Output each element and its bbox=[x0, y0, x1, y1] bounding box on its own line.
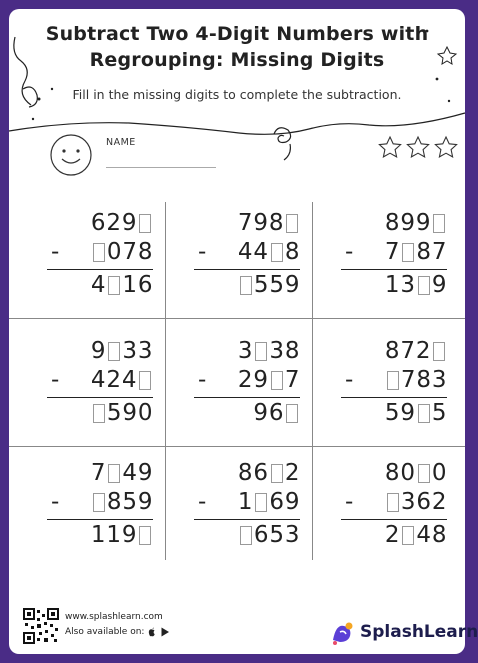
missing-digit-box[interactable] bbox=[418, 276, 430, 295]
digit: 9 bbox=[284, 489, 300, 515]
worksheet-page bbox=[9, 9, 478, 654]
digit: 5 bbox=[122, 489, 138, 515]
digit: 7 bbox=[284, 367, 300, 393]
digit: 8 bbox=[137, 239, 153, 265]
digit: 2 bbox=[106, 367, 122, 393]
answer-line bbox=[47, 269, 153, 270]
problem-bottom-row bbox=[91, 489, 154, 515]
digit: 9 bbox=[400, 400, 416, 426]
problem-top-row bbox=[91, 338, 154, 364]
digit: 3 bbox=[431, 367, 447, 393]
answer-line bbox=[47, 397, 153, 398]
digit: 3 bbox=[122, 338, 138, 364]
problem-top-row bbox=[385, 460, 448, 486]
digit: 9 bbox=[431, 272, 447, 298]
missing-digit-box[interactable] bbox=[271, 464, 283, 483]
name-field[interactable] bbox=[106, 167, 216, 168]
digit: 9 bbox=[253, 400, 269, 426]
star-icon bbox=[435, 137, 456, 157]
digit: 9 bbox=[284, 272, 300, 298]
digit: 3 bbox=[237, 338, 253, 364]
minus-sign: - bbox=[51, 489, 60, 515]
digit: 1 bbox=[122, 272, 138, 298]
problem-answer-row bbox=[91, 522, 154, 548]
missing-digit-box[interactable] bbox=[108, 342, 120, 361]
digit: 9 bbox=[121, 522, 137, 548]
digit: 9 bbox=[137, 460, 153, 486]
answer-line bbox=[341, 519, 447, 520]
digit: 1 bbox=[384, 272, 400, 298]
minus-sign: - bbox=[198, 239, 207, 265]
missing-digit-box[interactable] bbox=[108, 464, 120, 483]
digit: 9 bbox=[122, 400, 138, 426]
digit: 4 bbox=[90, 367, 106, 393]
problem-answer-row bbox=[238, 272, 301, 298]
google-play-icon[interactable] bbox=[161, 627, 170, 637]
digit: 4 bbox=[90, 272, 106, 298]
digit: 0 bbox=[400, 460, 416, 486]
digit: 8 bbox=[384, 210, 400, 236]
digit: 7 bbox=[237, 210, 253, 236]
missing-digit-box[interactable] bbox=[433, 214, 445, 233]
problem-top-row bbox=[238, 460, 301, 486]
minus-sign: - bbox=[198, 489, 207, 515]
answer-line bbox=[47, 519, 153, 520]
missing-digit-box[interactable] bbox=[402, 243, 414, 262]
answer-line bbox=[194, 397, 300, 398]
problem-top-row bbox=[91, 460, 154, 486]
problem-top-row bbox=[238, 338, 301, 364]
digit: 4 bbox=[237, 239, 253, 265]
missing-digit-box[interactable] bbox=[286, 404, 298, 423]
answer-line bbox=[194, 519, 300, 520]
subtraction-problem bbox=[162, 330, 310, 449]
digit: 9 bbox=[121, 210, 137, 236]
digit: 1 bbox=[106, 522, 122, 548]
digit: 4 bbox=[253, 239, 269, 265]
problem-grid bbox=[9, 202, 465, 577]
digit: 8 bbox=[106, 489, 122, 515]
problem-answer-row bbox=[91, 400, 154, 426]
digit: 9 bbox=[415, 210, 431, 236]
digit: 8 bbox=[284, 338, 300, 364]
digit: 1 bbox=[237, 489, 253, 515]
instructions: Fill in the missing digits to complete the subtraction. bbox=[72, 87, 402, 102]
brand-name: SplashLearn bbox=[360, 622, 478, 642]
missing-digit-box[interactable] bbox=[139, 526, 151, 545]
qr-code bbox=[23, 608, 59, 644]
digit: 0 bbox=[137, 400, 153, 426]
digit: 0 bbox=[431, 460, 447, 486]
missing-digit-box[interactable] bbox=[271, 371, 283, 390]
digit: 5 bbox=[106, 400, 122, 426]
digit: 2 bbox=[384, 522, 400, 548]
answer-line bbox=[341, 397, 447, 398]
subtraction-problem bbox=[15, 202, 163, 321]
digit: 9 bbox=[90, 338, 106, 364]
missing-digit-box[interactable] bbox=[433, 342, 445, 361]
missing-digit-box[interactable] bbox=[387, 371, 399, 390]
missing-digit-box[interactable] bbox=[240, 526, 252, 545]
smiley-icon bbox=[49, 133, 93, 177]
problem-bottom-row bbox=[385, 489, 448, 515]
missing-digit-box[interactable] bbox=[271, 243, 283, 262]
rating-stars bbox=[377, 135, 459, 161]
dot bbox=[32, 118, 34, 120]
problem-bottom-row bbox=[385, 239, 448, 265]
problem-answer-row bbox=[253, 400, 300, 426]
digit: 6 bbox=[137, 272, 153, 298]
digit: 8 bbox=[237, 460, 253, 486]
digit: 2 bbox=[431, 489, 447, 515]
digit: 4 bbox=[416, 522, 432, 548]
subtraction-problem bbox=[309, 202, 457, 321]
problem-bottom-row bbox=[238, 367, 301, 393]
problem-answer-row bbox=[385, 272, 448, 298]
worksheet-title-line2: Regrouping: Missing Digits bbox=[89, 49, 385, 71]
minus-sign: - bbox=[345, 239, 354, 265]
dot bbox=[436, 78, 439, 81]
star-icon bbox=[379, 137, 400, 157]
problem-bottom-row bbox=[385, 367, 448, 393]
digit: 7 bbox=[90, 460, 106, 486]
missing-digit-box[interactable] bbox=[387, 493, 399, 512]
splashlearn-logo-icon bbox=[330, 620, 356, 646]
problem-top-row bbox=[385, 338, 448, 364]
subtraction-problem bbox=[162, 452, 310, 571]
problem-top-row bbox=[385, 210, 448, 236]
digit: 8 bbox=[416, 239, 432, 265]
digit: 2 bbox=[284, 460, 300, 486]
digit: 2 bbox=[106, 210, 122, 236]
digit: 9 bbox=[253, 210, 269, 236]
digit: 9 bbox=[253, 367, 269, 393]
digit: 7 bbox=[431, 239, 447, 265]
digit: 8 bbox=[384, 338, 400, 364]
digit: 5 bbox=[269, 522, 285, 548]
name-label: NAME bbox=[106, 137, 136, 148]
missing-digit-box[interactable] bbox=[139, 214, 151, 233]
missing-digit-box[interactable] bbox=[286, 214, 298, 233]
answer-line bbox=[341, 269, 447, 270]
missing-digit-box[interactable] bbox=[93, 404, 105, 423]
digit: 0 bbox=[106, 239, 122, 265]
digit: 9 bbox=[137, 489, 153, 515]
minus-sign: - bbox=[51, 239, 60, 265]
digit: 8 bbox=[284, 239, 300, 265]
digit: 6 bbox=[269, 489, 285, 515]
missing-digit-box[interactable] bbox=[93, 493, 105, 512]
problem-bottom-row bbox=[91, 367, 154, 393]
website-url[interactable]: www.splashlearn.com bbox=[65, 612, 163, 622]
missing-digit-box[interactable] bbox=[139, 371, 151, 390]
digit: 3 bbox=[284, 522, 300, 548]
subtraction-problem bbox=[309, 330, 457, 449]
problem-top-row bbox=[91, 210, 154, 236]
subtraction-problem bbox=[15, 452, 163, 571]
problem-bottom-row bbox=[238, 239, 301, 265]
problem-answer-row bbox=[91, 272, 154, 298]
available-label: Also available on: bbox=[65, 627, 145, 637]
missing-digit-box[interactable] bbox=[418, 464, 430, 483]
digit: 6 bbox=[268, 400, 284, 426]
star-icon bbox=[407, 137, 428, 157]
digit: 5 bbox=[253, 272, 269, 298]
digit: 3 bbox=[400, 489, 416, 515]
digit: 4 bbox=[122, 460, 138, 486]
available-on bbox=[65, 627, 170, 637]
problem-bottom-row bbox=[238, 489, 301, 515]
missing-digit-box[interactable] bbox=[418, 404, 430, 423]
subtraction-problem bbox=[15, 330, 163, 449]
digit: 3 bbox=[400, 272, 416, 298]
digit: 2 bbox=[415, 338, 431, 364]
minus-sign: - bbox=[198, 367, 207, 393]
problem-answer-row bbox=[385, 522, 448, 548]
digit: 7 bbox=[122, 239, 138, 265]
minus-sign: - bbox=[345, 489, 354, 515]
wave-line bbox=[9, 113, 465, 134]
digit: 6 bbox=[253, 460, 269, 486]
digit: 8 bbox=[431, 522, 447, 548]
problem-answer-row bbox=[385, 400, 448, 426]
problem-top-row bbox=[238, 210, 301, 236]
worksheet-title-line1: Subtract Two 4-Digit Numbers with bbox=[45, 23, 429, 45]
minus-sign: - bbox=[345, 367, 354, 393]
digit: 6 bbox=[90, 210, 106, 236]
subtraction-problem bbox=[309, 452, 457, 571]
digit: 5 bbox=[384, 400, 400, 426]
problem-answer-row bbox=[238, 522, 301, 548]
missing-digit-box[interactable] bbox=[402, 526, 414, 545]
digit: 6 bbox=[253, 522, 269, 548]
minus-sign: - bbox=[51, 367, 60, 393]
digit: 6 bbox=[416, 489, 432, 515]
digit: 3 bbox=[137, 338, 153, 364]
missing-digit-box[interactable] bbox=[255, 342, 267, 361]
missing-digit-box[interactable] bbox=[93, 243, 105, 262]
digit: 9 bbox=[400, 210, 416, 236]
missing-digit-box[interactable] bbox=[240, 276, 252, 295]
digit: 7 bbox=[400, 367, 416, 393]
digit: 4 bbox=[121, 367, 137, 393]
apple-icon[interactable] bbox=[148, 627, 157, 637]
digit: 8 bbox=[268, 210, 284, 236]
digit: 7 bbox=[400, 338, 416, 364]
digit: 5 bbox=[431, 400, 447, 426]
digit: 8 bbox=[384, 460, 400, 486]
digit: 5 bbox=[269, 272, 285, 298]
answer-line bbox=[194, 269, 300, 270]
missing-digit-box[interactable] bbox=[255, 493, 267, 512]
missing-digit-box[interactable] bbox=[108, 276, 120, 295]
digit: 8 bbox=[416, 367, 432, 393]
digit: 3 bbox=[269, 338, 285, 364]
problem-bottom-row bbox=[91, 239, 154, 265]
digit: 1 bbox=[90, 522, 106, 548]
digit: 7 bbox=[384, 239, 400, 265]
digit: 2 bbox=[237, 367, 253, 393]
subtraction-problem bbox=[162, 202, 310, 321]
